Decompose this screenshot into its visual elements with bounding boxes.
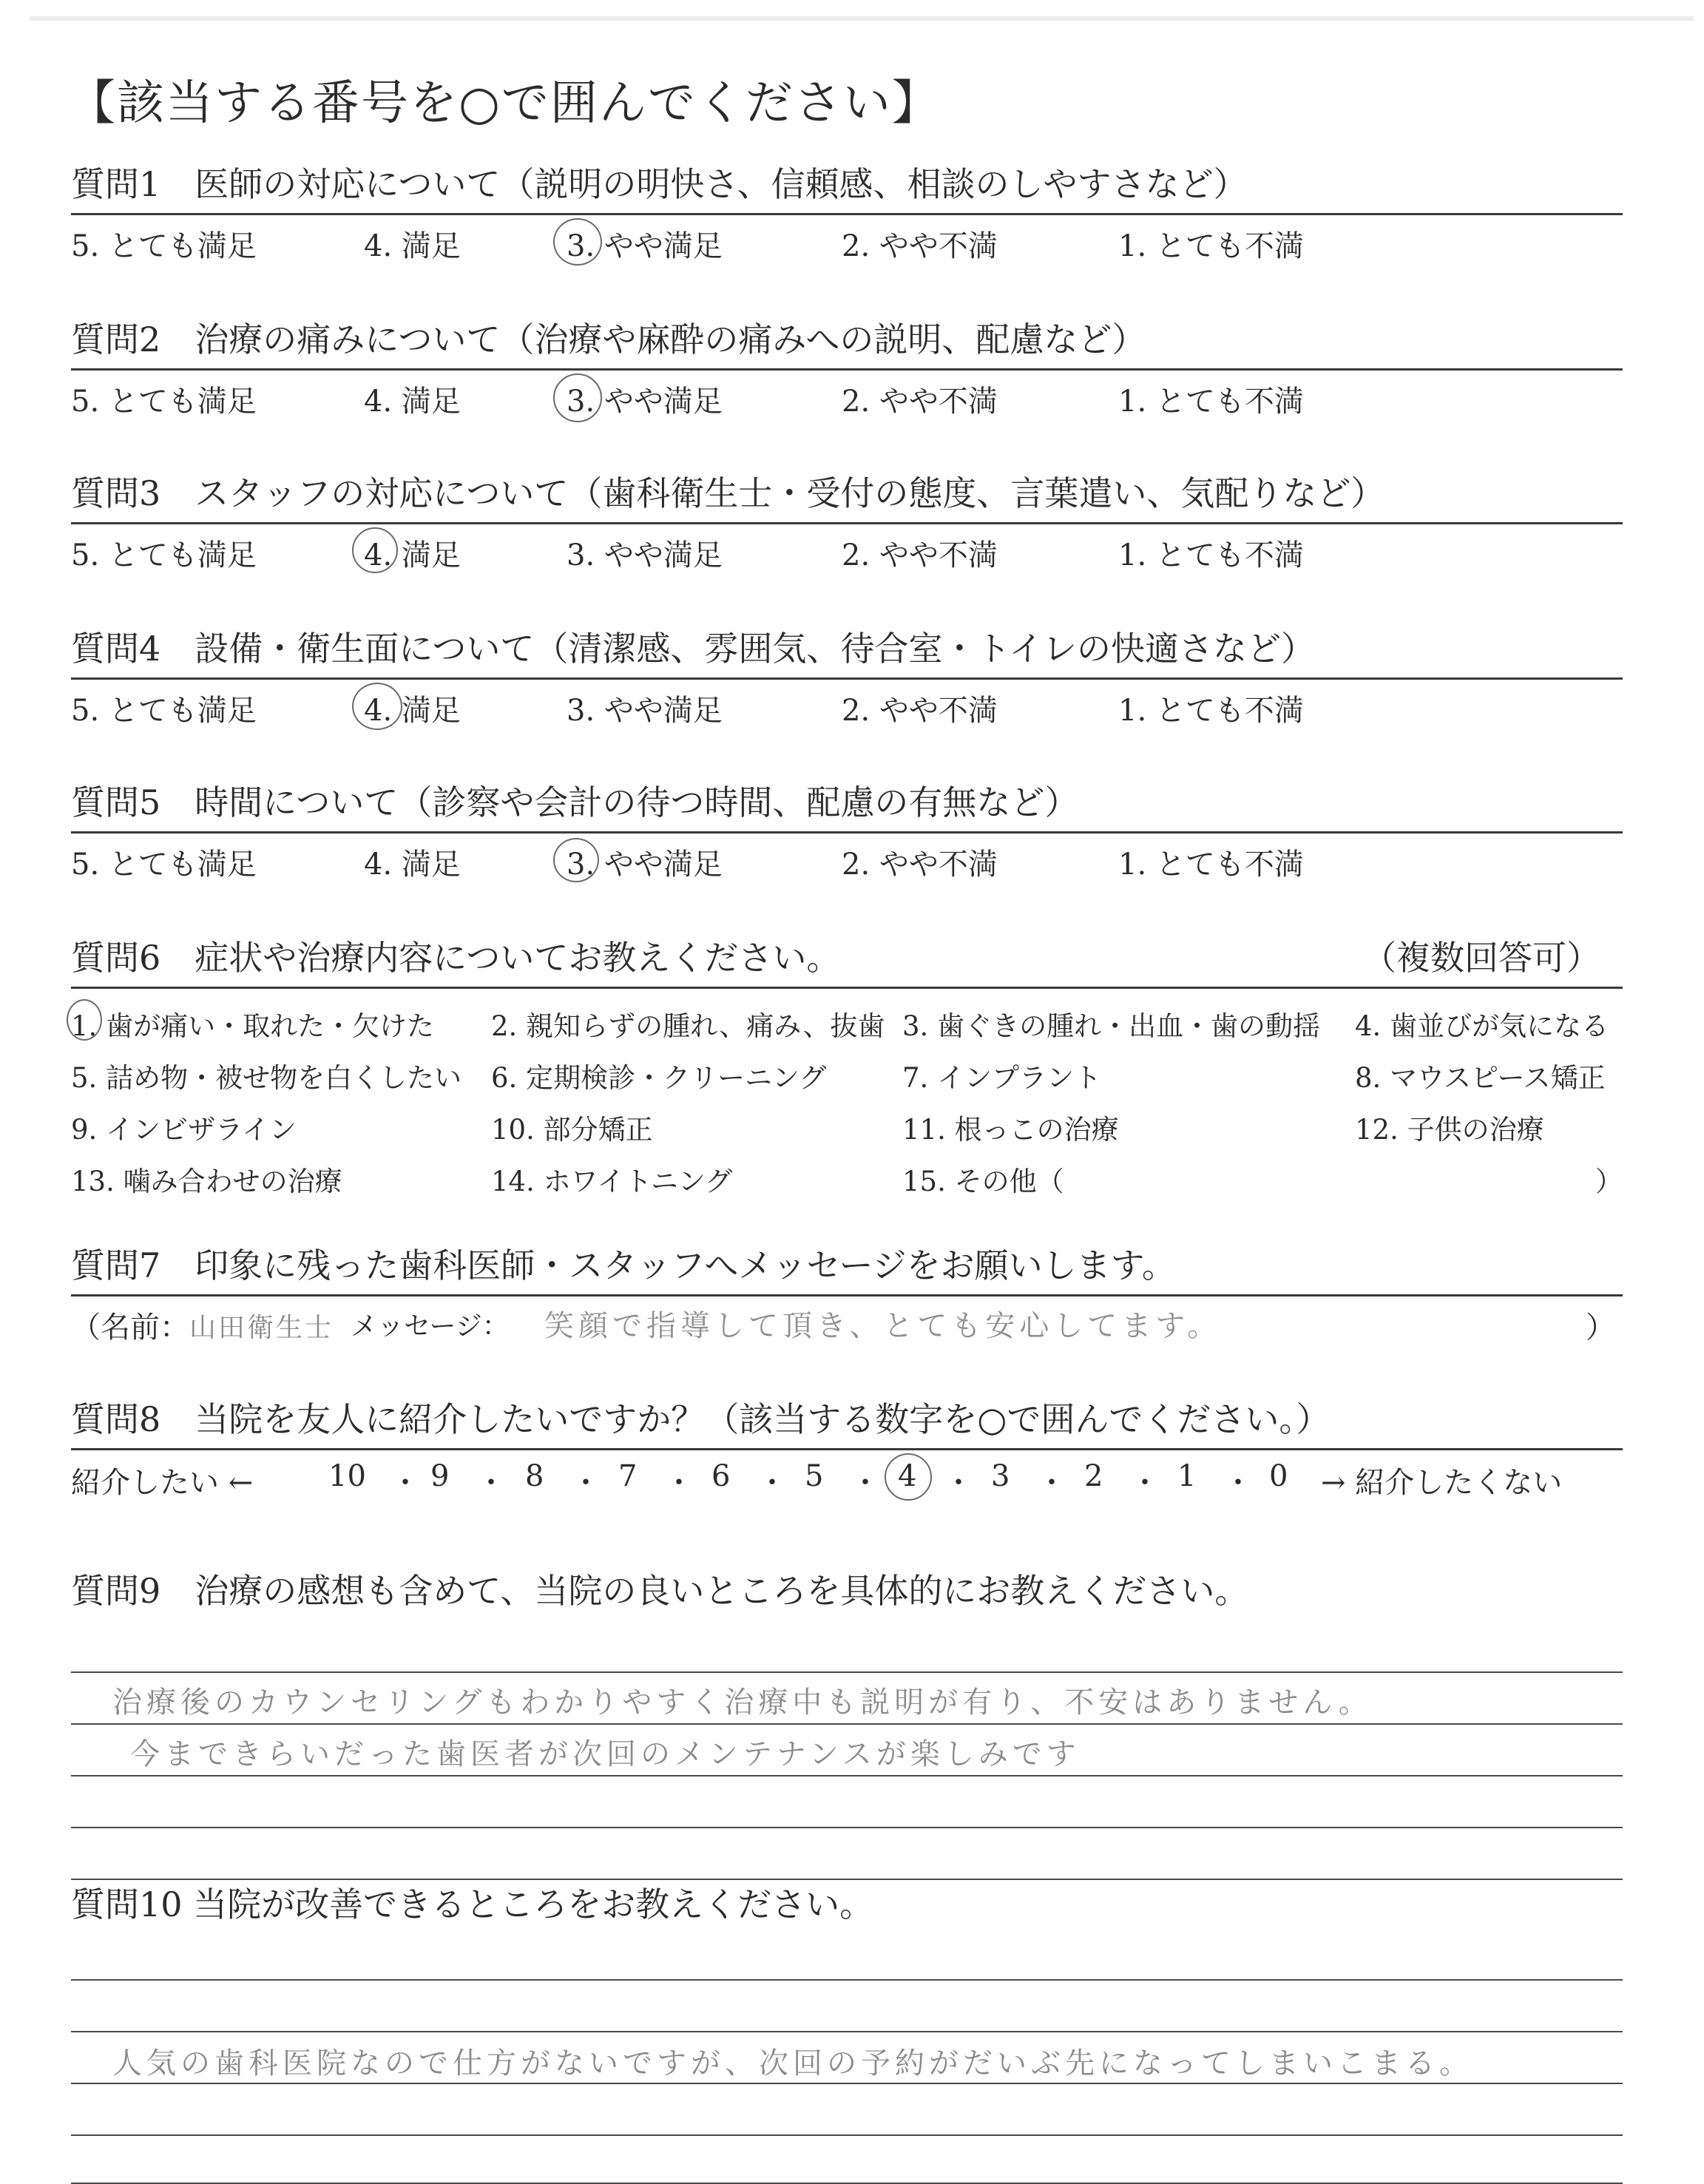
treatment-option-other[interactable]: 15. その他（	[902, 1166, 1064, 1197]
question-4-options	[71, 680, 1623, 731]
question-5-heading: 質問5 時間について（診察や会計の待つ時間、配慮の有無など）	[71, 782, 1079, 822]
treatment-option[interactable]: 9. インビザライン	[71, 1114, 297, 1146]
question-6-heading	[71, 935, 1623, 981]
option-5[interactable]: 5. とても満足	[71, 694, 257, 728]
option-1[interactable]: 1. とても不満	[1118, 848, 1304, 882]
scale-number[interactable]: 9	[430, 1459, 450, 1493]
scale-number[interactable]: 0	[1269, 1459, 1288, 1493]
option-5[interactable]: 5. とても満足	[71, 538, 257, 572]
option-1[interactable]: 1. とても不満	[1118, 385, 1304, 419]
question-2	[71, 317, 1623, 422]
writing-line	[71, 2134, 1623, 2136]
selection-circle	[553, 838, 599, 882]
treatment-option[interactable]: 12. 子供の治療	[1355, 1114, 1544, 1146]
writing-line	[71, 1723, 1623, 1725]
question-3-heading: 質問3 スタッフの対応について（歯科衛生士・受付の態度、言葉遣い、気配りなど）	[71, 473, 1385, 513]
option-2[interactable]: 2. やや不満	[842, 229, 998, 263]
scale-dot: ・	[571, 1466, 601, 1500]
option-4[interactable]: 4. 満足	[364, 385, 461, 419]
option-4[interactable]: 4. 満足	[364, 694, 461, 728]
scale-left-label: 紹介したい ←	[71, 1466, 254, 1500]
question-5-options	[71, 834, 1623, 885]
question-6	[71, 935, 1623, 1211]
treatment-option[interactable]: 1. 歯が痛い・取れた・欠けた	[71, 1010, 435, 1042]
treatment-option[interactable]: 7. インプラント	[902, 1062, 1102, 1094]
scale-dot: ・	[476, 1466, 506, 1500]
recommend-scale	[71, 1450, 1623, 1505]
scale-number[interactable]: 3	[991, 1459, 1010, 1493]
scale-number[interactable]: 4	[898, 1459, 917, 1493]
option-5[interactable]: 5. とても満足	[71, 385, 257, 419]
close-paren: ）	[1586, 1311, 1615, 1345]
selection-circle	[67, 999, 102, 1041]
option-2[interactable]: 2. やや不満	[842, 848, 998, 882]
scale-dot: ・	[757, 1466, 787, 1500]
name-label: （名前：	[71, 1311, 189, 1345]
treatment-option[interactable]: 8. マウスピース矯正	[1355, 1062, 1606, 1094]
scale-right-label: → 紹介したくない	[1321, 1466, 1563, 1500]
handwritten-answer[interactable]: 今まできらいだった歯医者が次回のメンテナンスが楽しみです	[130, 1737, 1081, 1771]
option-2[interactable]: 2. やや不満	[842, 694, 998, 728]
question-10-heading: 質問10 当院が改善できるところをお教えください。	[71, 1884, 874, 1924]
option-4[interactable]: 4. 満足	[364, 538, 461, 572]
question-9-heading: 質問9 治療の感想も含めて、当院の良いところを具体的にお教えください。	[71, 1571, 1249, 1611]
question-1	[71, 161, 1623, 267]
message-label: メッセージ：	[351, 1311, 509, 1342]
scale-dot: ・	[1037, 1466, 1066, 1500]
staff-name-handwritten[interactable]: 山田衛生士	[189, 1313, 334, 1343]
question-9	[71, 1568, 1623, 1771]
option-3[interactable]: 3. やや満足	[567, 538, 723, 572]
writing-line	[71, 1979, 1623, 1981]
question-7-heading: 質問7 印象に残った歯科医師・スタッフへメッセージをお願いします。	[71, 1245, 1176, 1285]
option-5[interactable]: 5. とても満足	[71, 848, 257, 882]
question-8-heading: 質問8 当院を友人に紹介したいですか？（該当する数字を○で囲んでください。）	[71, 1399, 1331, 1439]
treatment-option[interactable]: 14. ホワイトニング	[491, 1166, 733, 1197]
option-3[interactable]: 3. やや満足	[567, 694, 723, 728]
writing-line	[71, 1879, 1623, 1880]
option-2[interactable]: 2. やや不満	[842, 385, 998, 419]
question-4	[71, 626, 1623, 731]
writing-line	[71, 2083, 1623, 2084]
treatment-option[interactable]: 13. 噛み合わせの治療	[71, 1166, 342, 1197]
question-3-options	[71, 524, 1623, 576]
treatment-option[interactable]: 2. 親知らずの腫れ、痛み、抜歯	[491, 1010, 885, 1042]
question-1-options	[71, 215, 1623, 267]
option-3[interactable]: 3. やや満足	[567, 229, 723, 263]
scale-dot: ・	[1223, 1466, 1253, 1500]
handwritten-answer[interactable]: 人気の歯科医院なので仕方がないですが、次回の予約がだいぶ先になってしまいこまる。	[112, 2046, 1473, 2080]
selection-circle	[553, 373, 602, 422]
question-3	[71, 470, 1623, 576]
scale-dot: ・	[851, 1466, 880, 1500]
question-7	[71, 1243, 1623, 1348]
selection-circle	[352, 683, 402, 730]
writing-line	[71, 1671, 1623, 1673]
scale-dot: ・	[1130, 1466, 1160, 1500]
scale-dot: ・	[944, 1466, 973, 1500]
option-1[interactable]: 1. とても不満	[1118, 694, 1304, 728]
option-3[interactable]: 3. やや満足	[567, 385, 723, 419]
treatment-option[interactable]: 4. 歯並びが気になる	[1355, 1010, 1609, 1042]
question-2-heading: 質問2 治療の痛みについて（治療や麻酔の痛みへの説明、配慮など）	[71, 320, 1146, 359]
treatment-option[interactable]: 5. 詰め物・被せ物を白くしたい	[71, 1062, 462, 1094]
scale-dot: ・	[664, 1466, 694, 1500]
question-2-options	[71, 371, 1623, 422]
option-5[interactable]: 5. とても満足	[71, 229, 257, 263]
writing-line	[71, 1775, 1623, 1776]
scale-number[interactable]: 6	[711, 1459, 731, 1493]
option-4[interactable]: 4. 満足	[364, 848, 461, 882]
writing-line	[71, 2031, 1623, 2032]
page-title: 【該当する番号を○で囲んでください】	[68, 76, 941, 131]
question-8	[71, 1396, 1623, 1505]
scale-number[interactable]: 5	[805, 1459, 824, 1493]
message-handwritten[interactable]: 笑顔で指導して頂き、とても安心してます。	[544, 1309, 1222, 1343]
question-6-heading-text: 質問6 症状や治療内容についてお教えください。	[71, 938, 841, 978]
scale-number[interactable]: 10	[328, 1459, 366, 1493]
other-close-paren: ）	[1595, 1166, 1623, 1197]
selection-circle	[885, 1453, 932, 1501]
selection-circle	[352, 527, 398, 573]
scale-number[interactable]: 2	[1084, 1459, 1103, 1493]
treatment-option[interactable]: 3. 歯ぐきの腫れ・出血・歯の動揺	[902, 1010, 1321, 1042]
question-1-heading: 質問1 医師の対応について（説明の明快さ、信頼感、相談のしやすさなど）	[71, 164, 1248, 204]
treatment-options	[71, 989, 1623, 1211]
treatment-option[interactable]: 11. 根っこの治療	[902, 1114, 1119, 1146]
multiple-answers-note: （複数回答可）	[1362, 938, 1600, 978]
handwritten-answer[interactable]: 治療後のカウンセリングもわかりやすく治療中も説明が有り、不安はありません。	[112, 1686, 1373, 1720]
question-4-heading: 質問4 設備・衛生面について（清潔感、雰囲気、待合室・トイレの快適さなど）	[71, 629, 1316, 669]
option-4[interactable]: 4. 満足	[364, 229, 461, 263]
option-1[interactable]: 1. とても不満	[1118, 538, 1304, 572]
message-row	[71, 1296, 1623, 1348]
question-10	[71, 1882, 1623, 2080]
scale-number[interactable]: 7	[618, 1459, 638, 1493]
scale-number[interactable]: 8	[525, 1459, 544, 1493]
writing-line	[71, 1827, 1623, 1828]
treatment-option[interactable]: 10. 部分矯正	[491, 1114, 653, 1146]
question-5	[71, 780, 1623, 885]
option-1[interactable]: 1. とても不満	[1118, 229, 1304, 263]
treatment-option[interactable]: 6. 定期検診・クリーニング	[491, 1062, 827, 1094]
scan-edge	[30, 16, 1694, 21]
scale-dot: ・	[390, 1466, 420, 1500]
option-2[interactable]: 2. やや不満	[842, 538, 998, 572]
selection-circle	[553, 218, 602, 266]
option-3[interactable]: 3. やや満足	[567, 848, 723, 882]
scale-number[interactable]: 1	[1177, 1459, 1197, 1493]
